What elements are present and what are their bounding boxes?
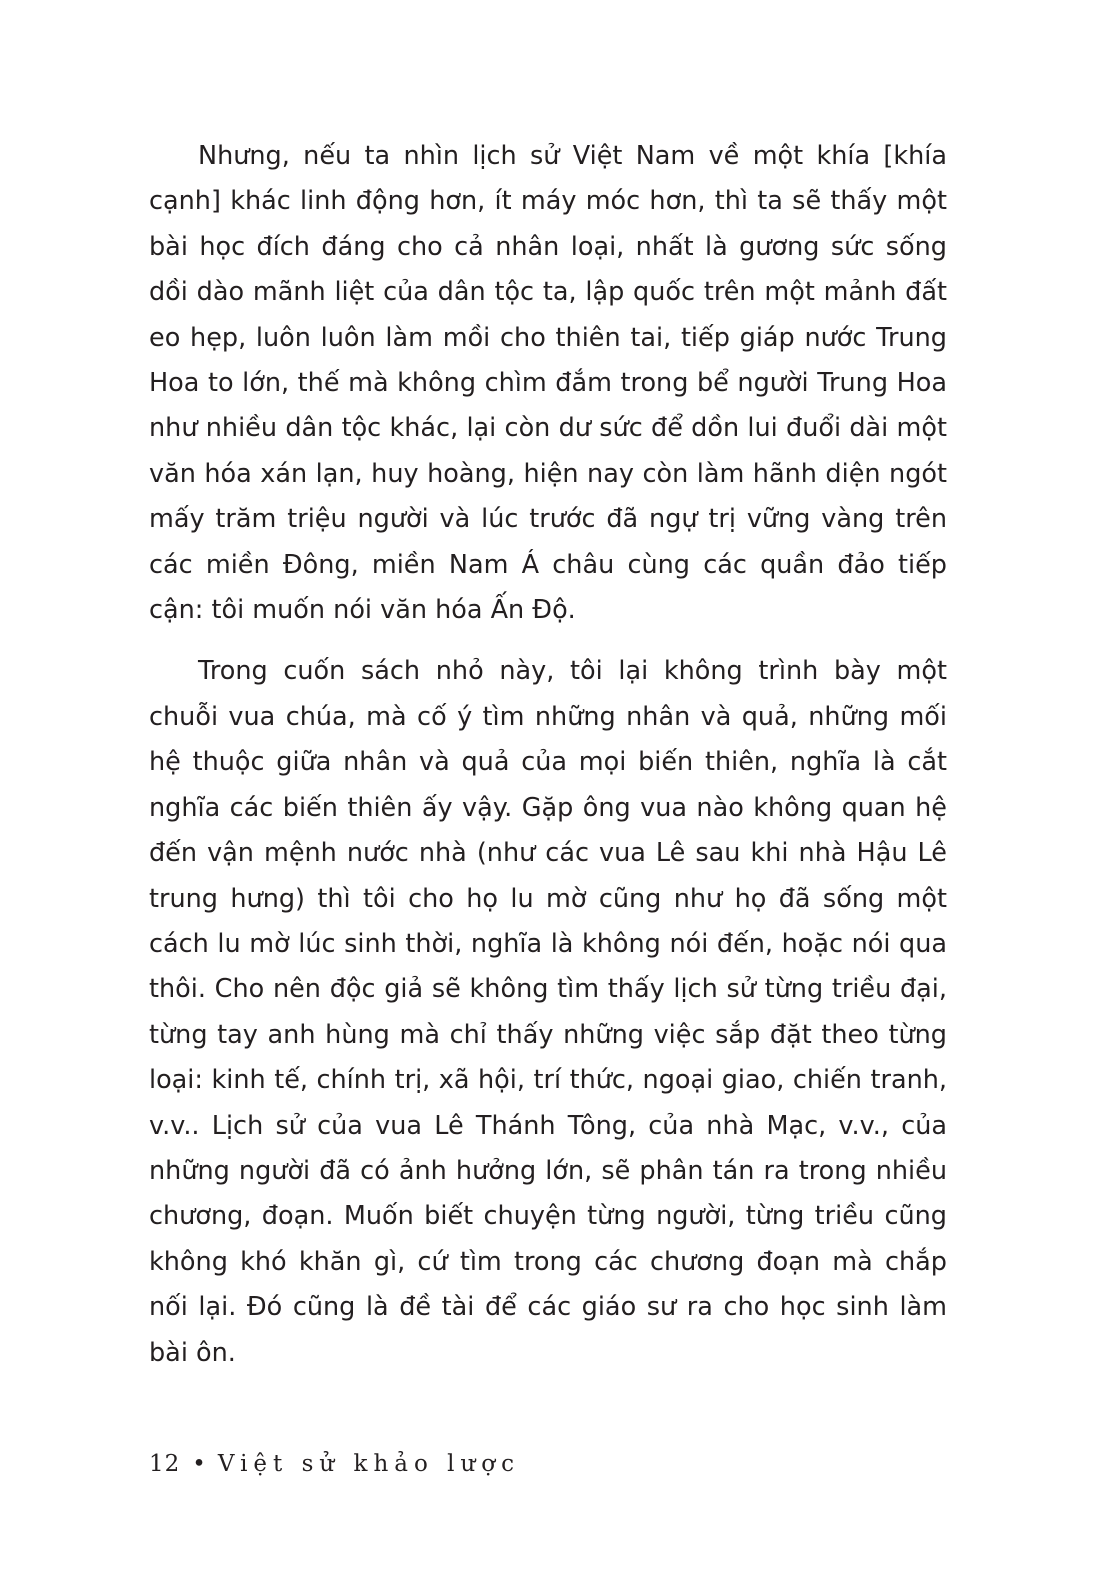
- paragraph-1: Nhưng, nếu ta nhìn lịch sử Việt Nam về một khía [khía cạnh] khác linh động hơn, ít máy móc hơn, thì ta sẽ thấy một bài học đích đáng cho cả nhân loại, nhất là gương sức sống dồi dào mãnh liệt của dân tộc ta, lập quốc trên một mảnh đất eo hẹp, luôn luôn làm mồi cho thiên tai, tiếp giáp nước Trung Hoa to lớn, thế mà không chìm đắm trong bể người Trung Hoa như nhiều dân tộc khác, lại còn dư sức để dồn lui đuổi dài một văn hóa xán lạn, huy hoàng, hiện nay còn làm hãnh diện ngót mấy trăm triệu người và lúc trước đã ngự trị vững vàng trên các miền Đông, miền Nam Á châu cùng các quần đảo tiếp cận: tôi muốn nói văn hóa Ấn Độ.: [149, 141, 947, 626]
- page-number: 12: [149, 1451, 181, 1477]
- footer-separator: •: [192, 1451, 206, 1477]
- page-footer: [149, 1448, 520, 1480]
- running-title: Việt sử khảo lược: [217, 1451, 521, 1477]
- paragraph-2: Trong cuốn sách nhỏ này, tôi lại không trình bày một chuỗi vua chúa, mà cố ý tìm những nhân và quả, những mối hệ thuộc giữa nhân và quả của mọi biến thiên, nghĩa là cắt nghĩa các biến thiên ấy vậy. Gặp ông vua nào không quan hệ đến vận mệnh nước nhà (như các vua Lê sau khi nhà Hậu Lê trung hưng) thì tôi cho họ lu mờ cũng như họ đã sống một cách lu mờ lúc sinh thời, nghĩa là không nói đến, hoặc nói qua thôi. Cho nên độc giả sẽ không tìm thấy lịch sử từng triều đại, từng tay anh hùng mà chỉ thấy những việc sắp đặt theo từng loại: kinh tế, chính trị, xã hội, trí thức, ngoại giao, chiến tranh, v.v.. Lịch sử của vua Lê Thánh Tông, của nhà Mạc, v.v., của những người đã có ảnh hưởng lớn, sẽ phân tán ra trong nhiều chương, đoạn. Muốn biết chuyện từng người, từng triều cũng không khó khăn gì, cứ tìm trong các chương đoạn mà chắp nối lại. Đó cũng là đề tài để các giáo sư ra cho học sinh làm bài ôn.: [149, 656, 947, 1368]
- body-text: [149, 134, 947, 1376]
